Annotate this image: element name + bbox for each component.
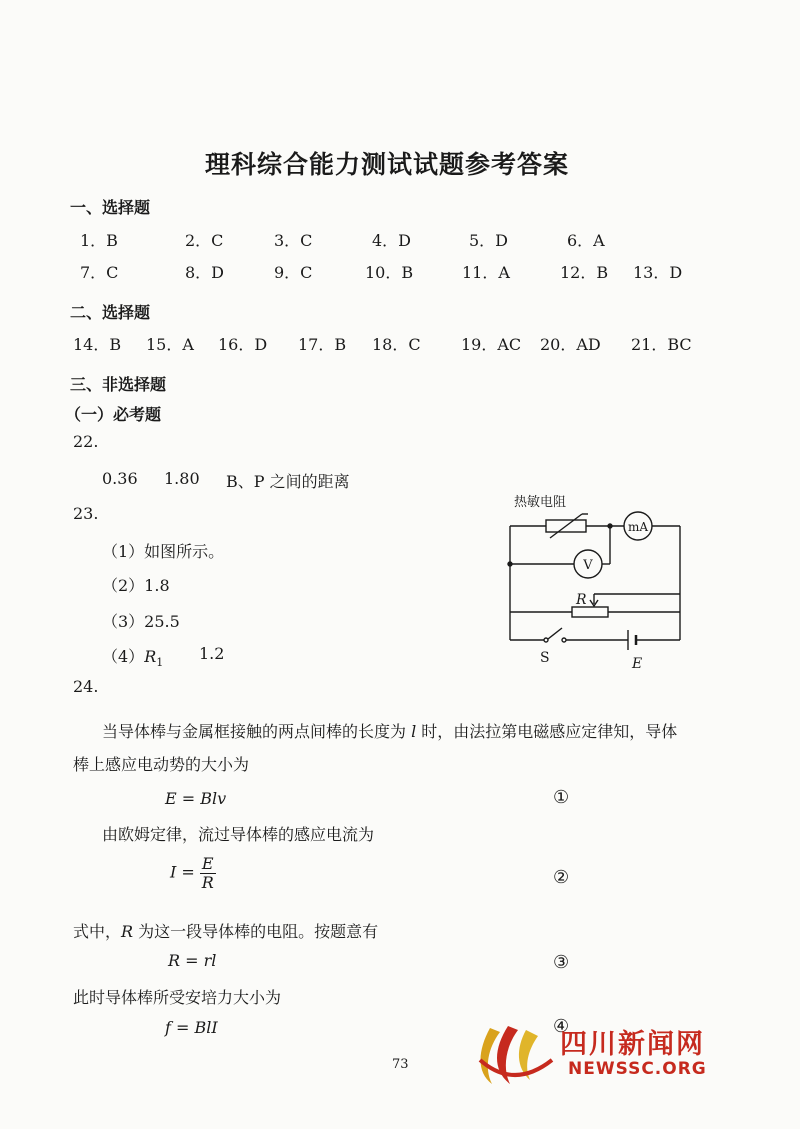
q24-para-3-text-a: 式中， xyxy=(73,922,122,941)
equation-3: R = rl xyxy=(168,951,217,970)
q23-part-2: （2）1.8 xyxy=(102,576,170,595)
circuit-diagram xyxy=(500,490,700,670)
answer-6: 6．A xyxy=(567,231,605,250)
q23-part-4-var: R xyxy=(144,647,157,666)
equation-1: E = Blv xyxy=(165,789,227,808)
page-title: 理科综合能力测试试题参考答案 xyxy=(205,150,570,179)
q24-para-1-line-2: 棒上感应电动势的大小为 xyxy=(73,755,250,774)
q23-part-4-value: 1.2 xyxy=(199,644,225,663)
answer-1: 1．B xyxy=(80,231,118,250)
q24-para-1-text-a: 当导体棒与金属框接触的两点间棒的长度为 xyxy=(102,722,412,741)
equation-3-number: ③ xyxy=(553,952,570,973)
answer-5: 5．D xyxy=(469,231,509,250)
question-23-number: 23. xyxy=(73,504,99,523)
section-heading-nonchoice: 三、非选择题 xyxy=(70,375,167,394)
equation-2-lhs: I = xyxy=(170,862,195,882)
q24-para-3 xyxy=(73,919,378,942)
q24-para-4: 此时导体棒所受安培力大小为 xyxy=(73,988,282,1007)
answer-4: 4．D xyxy=(372,231,412,250)
answer-12: 12．B xyxy=(560,263,609,282)
q22-answer-2: 1.80 xyxy=(164,469,200,488)
rheostat xyxy=(572,607,608,617)
question-22-number: 22. xyxy=(73,432,99,451)
q22-answer-3: B、P 之间的距离 xyxy=(226,472,350,491)
equation-2-fraction xyxy=(200,855,216,891)
equation-2-denominator: R xyxy=(201,872,214,892)
switch-label: S xyxy=(540,650,550,666)
watermark-logo-icon xyxy=(470,1020,560,1090)
ammeter-label: mA xyxy=(627,520,649,534)
equation-4: f = BlI xyxy=(165,1018,218,1037)
q23-part-4-sub: 1 xyxy=(156,656,164,670)
answer-17: 17．B xyxy=(298,335,347,354)
page-number: 73 xyxy=(392,1057,409,1072)
q24-para-3-var: R xyxy=(121,922,134,941)
answer-8: 8．D xyxy=(185,263,225,282)
voltmeter-label: V xyxy=(583,558,593,573)
subsection-required: （一）必考题 xyxy=(65,405,162,424)
answer-2: 2．C xyxy=(185,231,224,250)
section-heading-choice-1: 一、选择题 xyxy=(70,198,151,217)
equation-2 xyxy=(170,855,216,891)
answer-10: 10．B xyxy=(365,263,414,282)
answer-14: 14．B xyxy=(73,335,122,354)
q23-part-1: （1）如图所示。 xyxy=(102,542,225,561)
answer-13: 13．D xyxy=(633,263,683,282)
equation-2-numerator: E xyxy=(201,854,214,873)
answer-15: 15．A xyxy=(146,335,194,354)
q24-para-1-text-b: 时，由法拉第电磁感应定律知，导体 xyxy=(416,722,678,741)
answer-16: 16．D xyxy=(218,335,268,354)
q22-answer-1: 0.36 xyxy=(102,469,138,488)
answer-7: 7．C xyxy=(80,263,119,282)
equation-1-number: ① xyxy=(553,787,570,808)
equation-4-number: ④ xyxy=(553,1016,570,1037)
q24-para-1-line-1 xyxy=(102,719,677,742)
q24-para-3-text-b: 为这一段导体棒的电阻。按题意有 xyxy=(133,922,379,941)
q23-part-3: （3）25.5 xyxy=(102,612,180,631)
q23-part-4 xyxy=(102,644,163,669)
q23-part-4-prefix: （4） xyxy=(102,647,145,666)
equation-2-number: ② xyxy=(553,867,570,888)
answer-19: 19．AC xyxy=(461,335,522,354)
section-heading-choice-2: 二、选择题 xyxy=(70,303,151,322)
answer-21: 21．BC xyxy=(631,335,692,354)
battery-label: E xyxy=(632,656,643,672)
question-24-number: 24. xyxy=(73,677,99,696)
answer-20: 20．AD xyxy=(540,335,601,354)
answer-11: 11．A xyxy=(462,263,510,282)
answer-18: 18．C xyxy=(372,335,421,354)
rheostat-label: R xyxy=(576,592,587,608)
q24-para-1-var: l xyxy=(411,722,417,741)
watermark-cn: 四川新闻网 xyxy=(560,1029,705,1060)
q24-para-2: 由欧姆定律，流过导体棒的感应电流为 xyxy=(102,825,375,844)
thermistor-label: 热敏电阻 xyxy=(514,495,567,510)
answer-3: 3．C xyxy=(274,231,313,250)
answer-9: 9．C xyxy=(274,263,313,282)
switch xyxy=(548,628,562,639)
watermark-en: NEWSSC.ORG xyxy=(568,1059,707,1079)
